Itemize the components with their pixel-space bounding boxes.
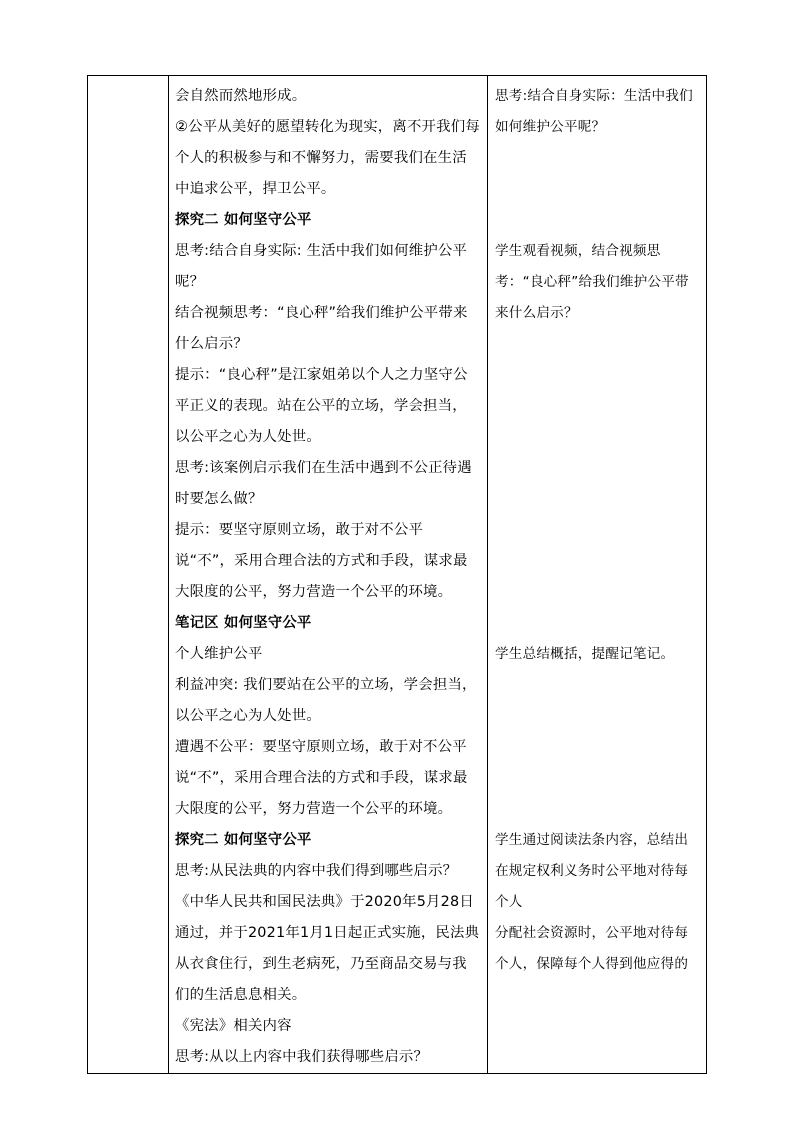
content-cell [169, 76, 488, 1074]
section-heading: 探究二 如何坚守公平 [175, 212, 312, 228]
paragraph: 结合视频思考：“良心秤”给我们维护公平带来什么启示？ [175, 305, 468, 352]
paragraph: 提示：“良心秤”是江家姐弟以个人之力坚守公平正义的表现。站在公平的立场，学会担当，以公平之心为人处世。 [175, 367, 468, 445]
activity-note: 思考:结合自身实际：生活中我们如何维护公平呢？ [495, 88, 693, 135]
lesson-table [87, 75, 707, 1074]
activity-note: 学生总结概括，提醒记笔记。 [495, 646, 675, 662]
paragraph: 思考:从以上内容中我们获得哪些启示？ [175, 1049, 429, 1065]
paragraph: 《中华人民共和国民法典》于2020年5月28日通过，并于2021年1月1日起正式实施，民法典从衣食住行，到生老病死，乃至商品交易与我们的生活息息相关。 [175, 894, 480, 1003]
section-heading: 探究二 如何坚守公平 [175, 832, 312, 848]
paragraph: ②公平从美好的愿望转化为现实，离不开我们每个人的积极参与和不懈努力，需要我们在生活中追求公平，捍卫公平。 [175, 119, 480, 197]
activity-cell [488, 76, 707, 1074]
spacer [495, 143, 700, 236]
content-text [169, 76, 487, 1073]
paragraph: 思考:该案例启示我们在生活中遇到不公正待遇时要怎么做？ [175, 460, 472, 507]
spacer [495, 670, 700, 825]
table-row [88, 76, 707, 1074]
activity-note: 学生观看视频，结合视频思考：“良心秤”给我们维护公平带来什么启示？ [495, 243, 689, 321]
section-heading: 笔记区 如何坚守公平 [175, 615, 312, 631]
paragraph: 提示：要坚守原则立场，敢于对不公平说“不”，采用合理合法的方式和手段，谋求最大限度的公平，努力营造一个公平的环境。 [175, 522, 468, 600]
spacer [495, 329, 700, 639]
paragraph: 个人维护公平 [175, 646, 263, 662]
paragraph: 利益冲突: 我们要站在公平的立场，学会担当，以公平之心为人处世。 [175, 677, 477, 724]
activity-note: 学生通过阅读法条内容，总结出在规定权利义务时公平地对待每个人 [495, 832, 689, 910]
paragraph: 会自然而然地形成。 [175, 88, 307, 104]
left-blank-cell [88, 76, 169, 1074]
paragraph: 思考:结合自身实际: 生活中我们如何维护公平呢？ [175, 243, 468, 290]
activity-text [488, 76, 706, 980]
paragraph: 遭遇不公平：要坚守原则立场，敢于对不公平说“不”，采用合理合法的方式和手段，谋求最大限度的公平，努力营造一个公平的环境。 [175, 739, 468, 817]
paragraph: 思考:从民法典的内容中我们得到哪些启示？ [175, 863, 458, 879]
paragraph: 《宪法》相关内容 [175, 1018, 292, 1034]
activity-note: 分配社会资源时，公平地对待每个人，保障每个人得到他应得的 [495, 925, 689, 972]
